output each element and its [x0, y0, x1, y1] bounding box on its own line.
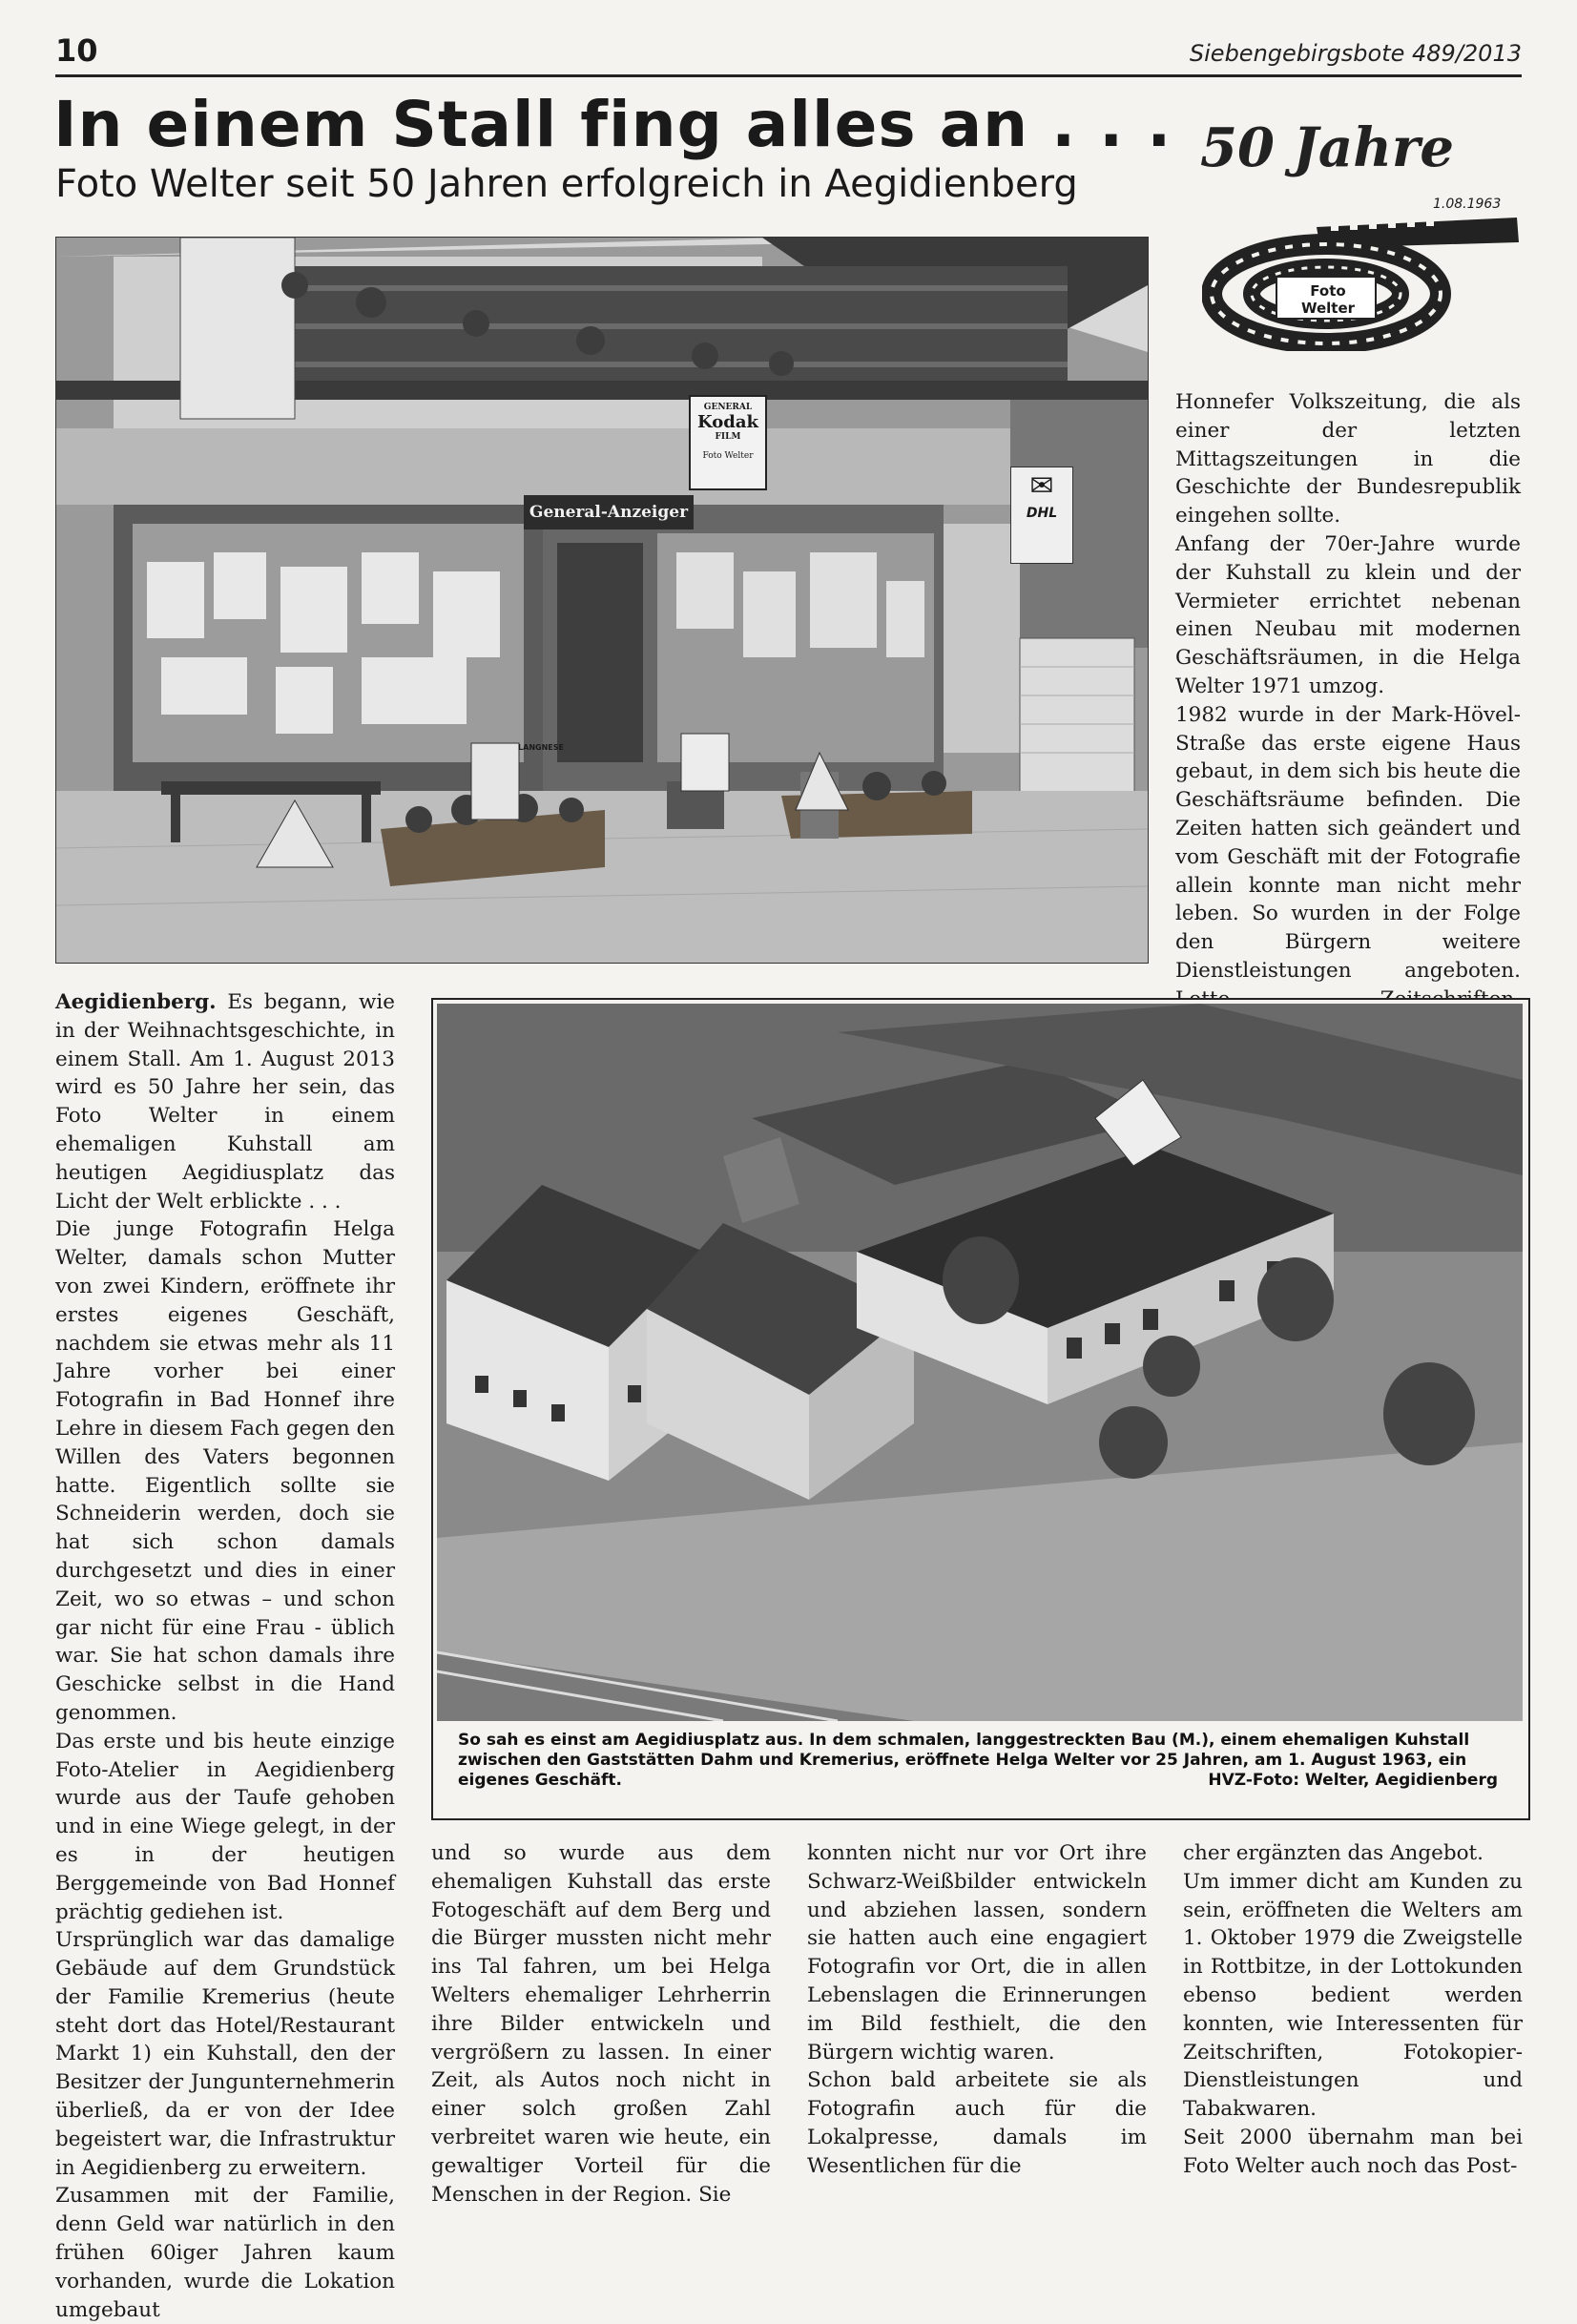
shop-front-photo — [55, 237, 1149, 964]
column-4-bottom — [1183, 1839, 1523, 2181]
kodak-sign-line2: Kodak — [697, 412, 758, 432]
kodak-sign-line1: GENERAL — [703, 403, 753, 412]
film-reel-icon — [1202, 189, 1526, 351]
col3-p2: Schon bald arbeitete sie als Fotografin auch für die Lokalpresse, damals im Wesentlichen für die — [807, 2068, 1147, 2178]
photo-credit: HVZ-Foto: Welter, Aegidienberg — [1208, 1771, 1498, 1790]
aerial-photo — [437, 1004, 1523, 1721]
column-2 — [431, 1839, 771, 2209]
col1-p4: Ursprünglich war das damalige Gebäude auf dem Grundstück der Familie Kremerius (heute steht dort das Hotel/Restaurant Markt 1) ein Kuhstall, den der Besitzer der Jungunternehmerin überließ, da er von der Idee begeistert war, die Infrastruktur in Aegidienberg zu erweitern. — [55, 1928, 395, 2180]
col4-top-p2: Anfang der 70er-Jahre wurde der Kuhstall zu klein und der Vermieter errichtet nebenan einen Neubau mit modernen Geschäftsräumen, in die Helga Welter 1971 umzog. — [1175, 531, 1521, 698]
col1-p5: Zusammen mit der Familie, denn Geld war natürlich in den frühen 60iger Jahren kaum vorhanden, wurde die Lokation umgebaut — [55, 2184, 395, 2322]
langnese-sign: LANGNESE — [518, 743, 564, 752]
header-rule — [55, 74, 1522, 77]
column-1 — [55, 988, 395, 2324]
col2-p1: und so wurde aus dem ehemaligen Kuhstall das erste Fotogeschäft auf dem Berg und die Bürger mussten nicht mehr ins Tal fahren, um bei Helga Welters ehemaliger Lehrherrin ihre Bilder entwickeln und vergrößern zu lassen. In einer Zeit, als Autos noch nicht in einer solch großen Zahl verbreitet waren wie heute, ein gewaltiger Vorteil für die Menschen in der Region. Sie — [431, 1841, 771, 2207]
post-horn-icon: ✉ — [1029, 469, 1054, 503]
anniversary-logo — [1183, 113, 1536, 361]
kodak-sign — [689, 395, 767, 490]
dhl-label: DHL — [1026, 506, 1058, 521]
column-4-top — [1175, 388, 1521, 1042]
page-number: 10 — [55, 32, 98, 69]
col1-p1-text: Es begann, wie in der Weihnachtsgeschichte, in einem Stall. Am 1. August 2013 wird es 50 Jahre her sein, das Foto Welter in einem ehemaligen Kuhstall am heutigen Aegidiusplatz das Licht der Welt erblickte . . . — [55, 990, 396, 1214]
logo-brand-line2: Welter — [1300, 300, 1356, 317]
col4-top-p3: 1982 wurde in der Mark-Hövel-Straße das erste eigene Haus gebaut, in dem sich bis heute die Geschäftsräume befinden. Die Zeiten hatten sich geändert und vom Geschäft mit der Fotografie allein konnte man nicht mehr leben. So wurden in der Folge den Bürgern weitere Dienstleistungen angeboten. — [1175, 702, 1521, 983]
col1-p2: Die junge Fotografin Helga Welter, damals schon Mutter von zwei Kindern, eröffnete ihr erstes eigenes Geschäft, nachdem sie etwas mehr als 11 Jahre vorher bei einer Fotografin in Bad Honnef ihre Lehre in diesem Fach gegen den Willen des Vaters begonnen hatte. Eigentlich sollte sie Schneiderin werden, doch sie hat sich schon damals durchgesetzt und dies in einer Zeit, wo so etwas – und schon gar nicht für eine Frau - üblich war. Sie hat schon damals ihre Geschicke selbst in die Hand genommen. — [55, 1217, 395, 1725]
kodak-sign-line4: Foto Welter — [702, 451, 754, 461]
col4-bottom-p1: cher ergänzten das Angebot. — [1183, 1841, 1484, 1865]
logo-brand-line1: Foto — [1310, 282, 1346, 300]
publication-name: Siebengebirgsbote 489/2013 — [1189, 40, 1522, 67]
col1-p3: Das erste und bis heute einzige Foto-Atelier in Aegidienberg wurde aus der Taufe gehoben und in eine Wiege gelegt, in der es in der heutigen Berggemeinde von Bad Honnef prächtig gediehen ist. — [55, 1729, 395, 1924]
logo-title: 50 Jahre — [1200, 116, 1455, 179]
logo-brand — [1280, 282, 1376, 317]
column-3 — [807, 1839, 1147, 2181]
kodak-sign-line3: FILM — [715, 432, 741, 442]
historic-photo-frame — [431, 998, 1530, 1820]
col4-bottom-p3: Seit 2000 übernahm man bei Foto Welter auch noch das Post- — [1183, 2125, 1523, 2178]
dateline: Aegidienberg. — [55, 990, 217, 1014]
headline: In einem Stall fing alles an . . . — [53, 88, 1172, 161]
caption-text: So sah es einst am Aegidiusplatz aus. In dem schmalen, langgestreckten Bau (M.), einem ehemaligen Kuhstall zwischen den Gaststätten Dahm und Kremerius, eröffnete Helga Welter vor 25 Jahren, am 1. August 1963, ein eigenes Geschäft. — [458, 1731, 1470, 1790]
col1-p1 — [55, 988, 395, 1215]
subheadline: Foto Welter seit 50 Jahren erfolgreich in Aegidienberg — [55, 162, 1078, 206]
col4-bottom-p2: Um immer dicht am Kunden zu sein, eröffneten die Welters am 1. Oktober 1979 die Zweigstelle in Rottbitze, in der Lottokunden ebenso bedient werden konnten, wie Interessenten für Zeitschriften, Fotokopier-Dienstleistungen und Tabakwaren. — [1183, 1869, 1523, 2122]
col3-p1: konnten nicht nur vor Ort ihre Schwarz-Weißbilder entwickeln und abziehen lassen, sondern sie hatten auch eine engagiert Fotografin vor Ort, die in allen Lebenslagen die Erinnerungen im Bild festhielt, die den Bürgern wichtig waren. — [807, 1841, 1147, 2065]
logo-date: 1.08.1963 — [1433, 197, 1502, 212]
col4-top-p1: Honnefer Volkszeitung, die als einer der letzten Mittagszeitungen in die Geschichte der Bundesrepublik eingehen sollte. — [1175, 390, 1521, 529]
general-anzeiger-sign: General-Anzeiger — [524, 495, 694, 529]
photo-caption — [458, 1731, 1498, 1791]
post-dhl-sign — [1010, 467, 1073, 564]
